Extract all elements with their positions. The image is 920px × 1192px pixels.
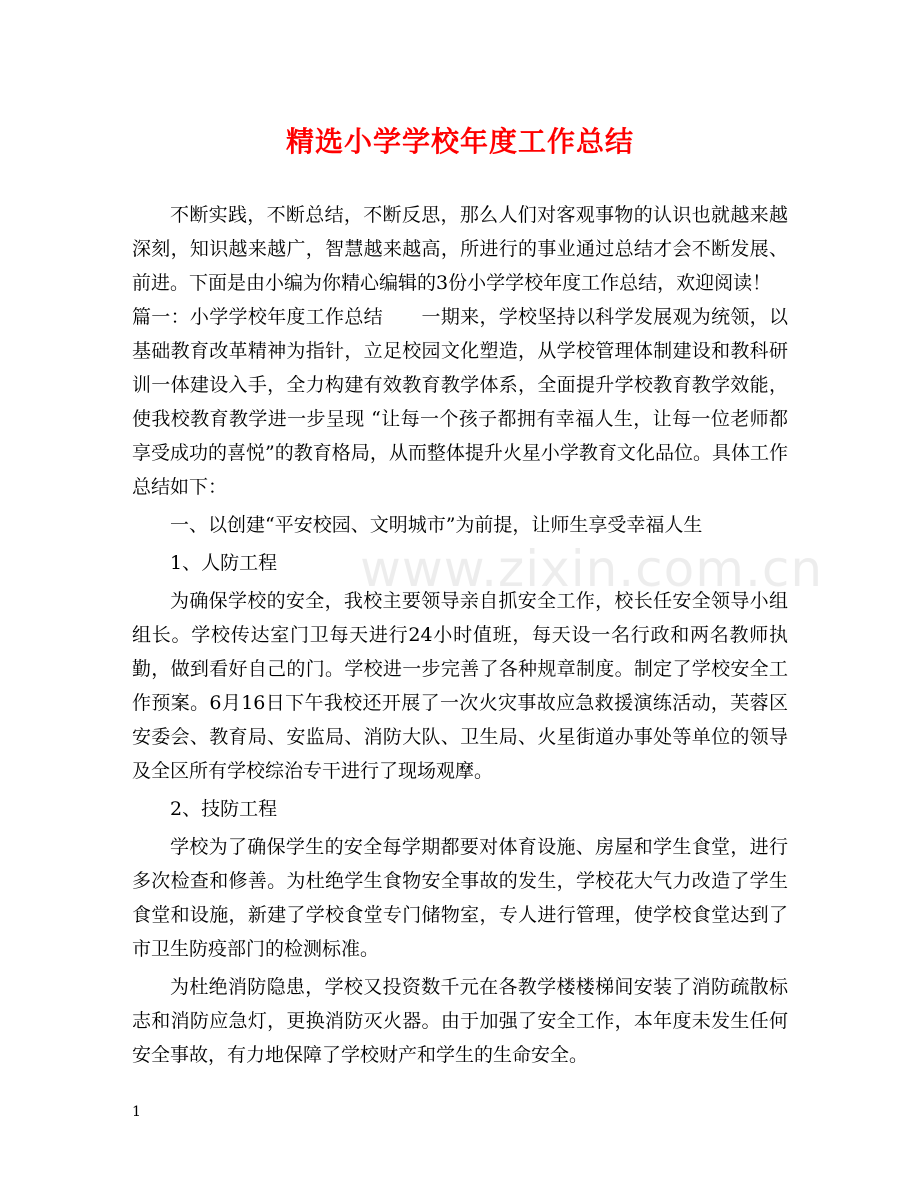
document-title: 精选小学学校年度工作总结	[285, 125, 634, 158]
intro-paragraph: 不断实践，不断总结，不断反思，那么人们对客观事物的认识也就越来越深刻，知识越来越广，智慧越来越高，所进行的事业通过总结才会不断发展、前进。下面是由小编为你精心编辑的3份小学学校年度工作总结，欢迎阅读！	[132, 204, 788, 294]
subheading-civil-defense: 1、人防工程	[170, 552, 278, 574]
technical-defense-paragraph: 学校为了确保学生的安全每学期都要对体育设施、房屋和学生食堂，进行多次检查和修善。为杜绝学生食物安全事故的发生，学校花大气力改造了学生食堂和设施，新建了学校食堂专门储物室，专人进行管理，使学校食堂达到了市卫生防疫部门的检测标准。	[132, 836, 788, 960]
civil-defense-paragraph: 为确保学校的安全，我校主要领导亲自抓安全工作，校长任安全领导小组组长。学校传达室门卫每天进行24小时值班，每天设一名行政和两名教师执勤，做到看好自己的门。学校进一步完善了各种规章制度。制定了学校安全工作预案。6月16日下午我校还开展了一次火灾事故应急救援演练活动，芙蓉区安委会、教育局、安监局、消防大队、卫生局、火星街道办事处等单位的领导及全区所有学校综治专干进行了现场观摩。	[132, 590, 788, 782]
page-number: 1	[132, 1104, 141, 1120]
document-body	[132, 198, 824, 1072]
subheading-technical-defense: 2、技防工程	[170, 798, 278, 820]
watermark: www.zixin.com.cn	[360, 540, 824, 598]
fire-safety-paragraph: 为杜绝消防隐患，学校又投资数千元在各教学楼楼梯间安装了消防疏散标志和消防应急灯，更换消防灭火器。由于加强了安全工作，本年度未发生任何安全事故，有力地保障了学校财产和学生的生命安全。	[132, 976, 788, 1066]
section-heading-safe-campus: 一、以创建“平安校园、文明城市”为前提，让师生享受幸福人生	[170, 514, 703, 536]
section-one-paragraph: 篇一：小学学校年度工作总结 一期来，学校坚持以科学发展观为统领，以基础教育改革精神为指针，立足校园文化塑造，从学校管理体制建设和教科研训一体建设入手，全力构建有效教育教学体系，全面提升学校教育教学效能，使我校教育教学进一步呈现 “让每一个孩子都拥有幸福人生，让每一位老师都享受成功的喜悦”的教育格局，从而整体提升火星小学教育文化品位。具体工作总结如下：	[132, 306, 788, 498]
